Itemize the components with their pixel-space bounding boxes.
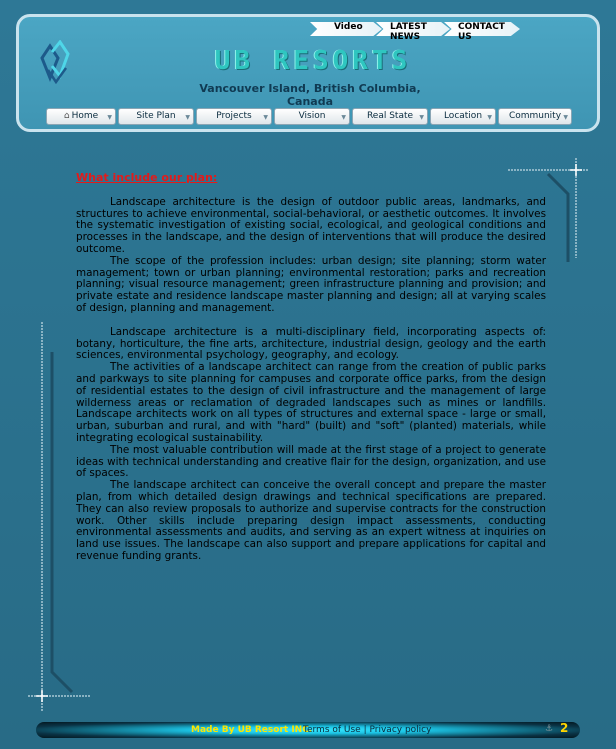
paragraph: The landscape architect can conceive the overall concept and prepare the master plan, from which detailed design drawings and technical specifications are prepared. They can also review proposals to authorize and supervise contracts for the construction work. Other skills include preparing design impact assessments, conducting environmental assessments and audits, and serving as an expert witness at inquiries on land use issues. The landscape can also support and prepare applications for capital and revenue funding grants.	[76, 479, 546, 562]
logo	[38, 40, 72, 84]
page-number: 2	[560, 721, 569, 735]
home-icon: ⌂	[63, 111, 70, 121]
paragraph: The scope of the profession includes: urban design; site planning; storm water management; town or urban planning; environmental restoration; parks and recreation planning; visual resource management; green infrastructure planning and provision; and private estate and residence landscape master planning and design; all at varying scales of design, planning and management.	[76, 254, 546, 314]
paragraph: Landscape architecture is the design of outdoor public areas, landmarks, and structures to achieve environmental, social-behavioral, or aesthetic outcomes. It involves the systematic investigation of existing social, ecological, and geological conditions and processes in the landscape, and the design of interventions that will produce the desired outcome.	[76, 195, 546, 255]
chevron-down-icon: ▼	[263, 114, 268, 121]
top-link-video[interactable]: Video	[310, 22, 382, 42]
nav-projects[interactable]: Projects ▼	[196, 108, 272, 125]
privacy-link[interactable]: Privacy policy	[369, 725, 432, 735]
paragraph: The most valuable contribution will made at the first stage of a project to generate ideas with technical understanding and creative flair for the design, organization, and use of spaces.	[76, 443, 546, 480]
nav-vision[interactable]: Vision ▼	[274, 108, 350, 125]
footer-separator: |	[363, 725, 367, 735]
brand-title: UB RESORTS	[214, 46, 412, 76]
paragraph: Landscape architecture is a multi-disciplinary field, incorporating aspects of: botany, horticulture, the fine arts, architecture, industrial design, geology and the earth sciences, environmental psychology, geography, and ecology.	[76, 325, 546, 362]
chevron-down-icon: ▼	[341, 114, 346, 121]
paragraph: The activities of a landscape architect can range from the creation of public parks and parkways to site planning for campuses and corporate office parks, from the design of residential estates to the design of civil infrastructure and the management of large wilderness areas or reclamation of degraded landscapes such as mines or landfills. Landscape architects work on all types of structures and external space - large or small, urban, suburban and rural, and with "hard" (built) and "soft" (planted) materials, while integrating ecological sustainability.	[76, 361, 546, 444]
top-links	[310, 22, 520, 42]
chevron-down-icon: ▼	[107, 114, 112, 121]
nav-real-state[interactable]: Real State ▼	[352, 108, 428, 125]
terms-link[interactable]: Terms of Use	[303, 725, 361, 735]
nav-location[interactable]: Location ▼	[430, 108, 496, 125]
main-content	[76, 172, 546, 563]
main-nav	[46, 108, 572, 126]
page-icon: ⚓	[545, 724, 554, 734]
chevron-down-icon: ▼	[419, 114, 424, 121]
top-link-latest-news[interactable]: LATEST NEWS	[376, 22, 450, 42]
logo-icon	[38, 40, 72, 84]
nav-home[interactable]: ⌂ Home ▼	[46, 108, 116, 125]
nav-community[interactable]: Community ▼	[498, 108, 572, 125]
top-link-contact-us[interactable]: CONTACT US	[444, 22, 520, 42]
chevron-down-icon: ▼	[487, 114, 492, 121]
footer-credit: Made By UB Resort INC.	[191, 725, 313, 735]
chevron-down-icon: ▼	[563, 114, 568, 121]
nav-site-plan[interactable]: Site Plan ▼	[118, 108, 194, 125]
section-heading: What include our plan:	[76, 171, 218, 184]
tagline: Vancouver Island, British Columbia, Canada	[199, 82, 421, 108]
chevron-down-icon: ▼	[185, 114, 190, 121]
footer-links	[303, 725, 431, 735]
